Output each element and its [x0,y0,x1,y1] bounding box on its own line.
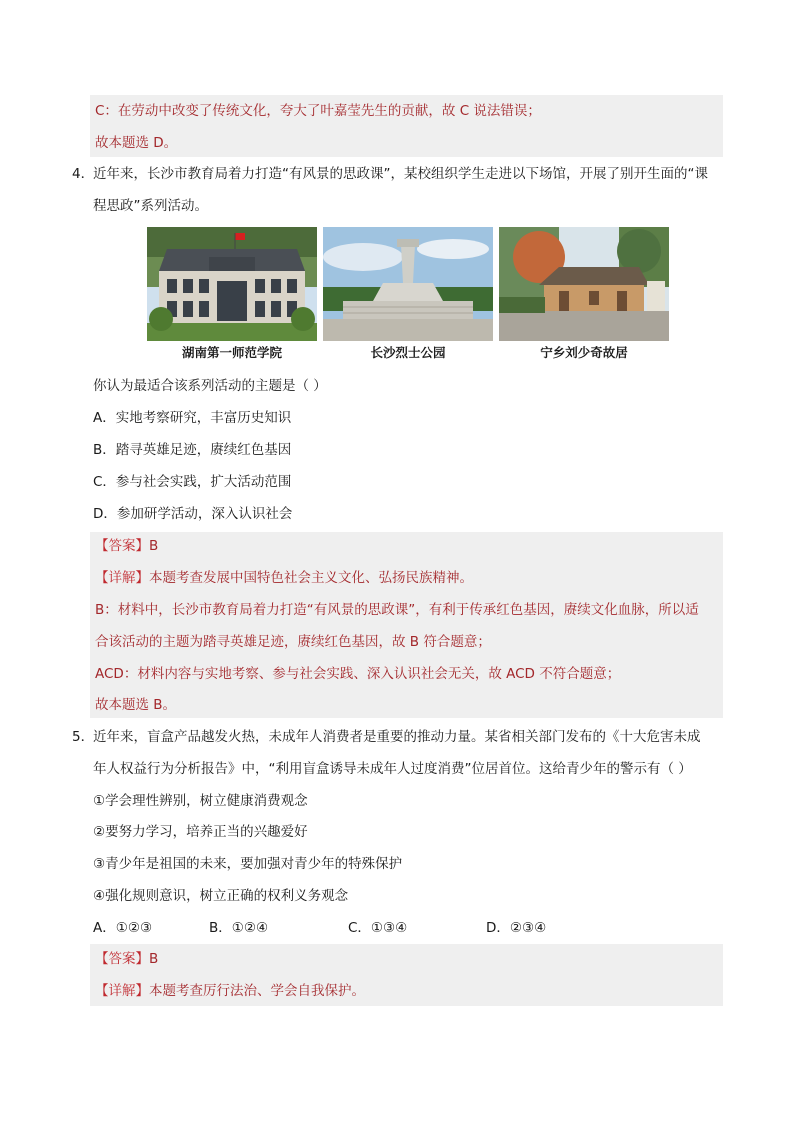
q4-answer-value: B [149,538,159,554]
q4-answer [95,536,158,556]
prev-conclusion: 故本题选 D。 [95,135,178,151]
q5-statement-4: ④强化规则意识，树立正确的权利义务观念 [93,888,349,904]
photo-liu-shaoqi-residence [499,227,669,341]
q5-stem-line2: 年人权益行为分析报告》中，“利用盲盒诱导未成年人过度消费”位居首位。这给青少年的警示有（ ） [93,761,692,777]
q5-detail-text: 本题考查厉行法治、学会自我保护。 [149,983,365,999]
q4-analysis-b-line2: 合该活动的主题为踏寻英雄足迹，赓续红色基因，故 B 符合题意； [95,634,491,650]
q4-answer-tag: 【答案】 [95,538,149,554]
q5-number: 5． [72,729,95,745]
q5-answer-value: B [149,951,159,967]
q4-question: 你认为最适合该系列活动的主题是（ ） [93,378,327,394]
q5-answer-tag: 【答案】 [95,951,149,967]
q5-statement-3: ③青少年是祖国的未来，要加强对青少年的特殊保护 [93,856,403,872]
photo-changsha-martyrs-park [323,227,493,341]
photo-hunan-first-normal [147,227,317,341]
q4-option-a: A．实地考察研究，丰富历史知识 [93,410,292,426]
q5-statement-1: ①学会理性辨别，树立健康消费观念 [93,793,308,809]
q4-stem-line2: 程思政”系列活动。 [93,198,208,214]
q4-stem-line1: 近年来，长沙市教育局着力打造“有风景的思政课”，某校组织学生走进以下场馆，开展了别开生面的“课 [93,166,708,182]
q4-detail [95,568,473,588]
q5-detail-tag: 【详解】 [95,983,149,999]
q5-detail [95,981,365,1001]
q4-detail-tag: 【详解】 [95,570,149,586]
caption-changsha-martyrs-park: 长沙烈士公园 [370,345,446,360]
q4-option-b: B．踏寻英雄足迹，赓续红色基因 [93,442,292,458]
q4-analysis-acd: ACD：材料内容与实地考察、参与社会实践、深入认识社会无关，故 ACD 不符合题意； [95,666,621,682]
caption-liu-shaoqi-residence: 宁乡刘少奇故居 [540,345,628,360]
q5-option-a: A．①②③ [93,920,153,936]
q5-statement-2: ②要努力学习，培养正当的兴趣爱好 [93,824,308,840]
q5-answer [95,949,158,969]
q4-option-c: C．参与社会实践，扩大活动范围 [93,474,292,490]
q5-stem-line1: 近年来，盲盒产品越发火热，未成年人消费者是重要的推动力量。某省相关部门发布的《十大危害未成 [93,729,701,745]
q4-number: 4． [72,166,95,182]
q4-option-d: D．参加研学活动，深入认识社会 [93,506,293,522]
q4-detail-text: 本题考查发展中国特色社会主义文化、弘扬民族精神。 [149,570,473,586]
q4-analysis-b-line1: B：材料中，长沙市教育局着力打造“有风景的思政课”，有利于传承红色基因，赓续文化血脉，所以适 [95,602,699,618]
q5-option-d: D．②③④ [486,920,547,936]
q4-answer-block [90,532,723,718]
q5-option-c: C．①③④ [348,920,408,936]
q4-conclusion: 故本题选 B。 [95,697,177,713]
caption-hunan-first-normal: 湖南第一师范学院 [181,345,282,360]
prev-option-c-analysis: C：在劳动中改变了传统文化，夸大了叶嘉莹先生的贡献，故 C 说法错误； [95,103,541,119]
q5-option-b: B．①②④ [209,920,269,936]
